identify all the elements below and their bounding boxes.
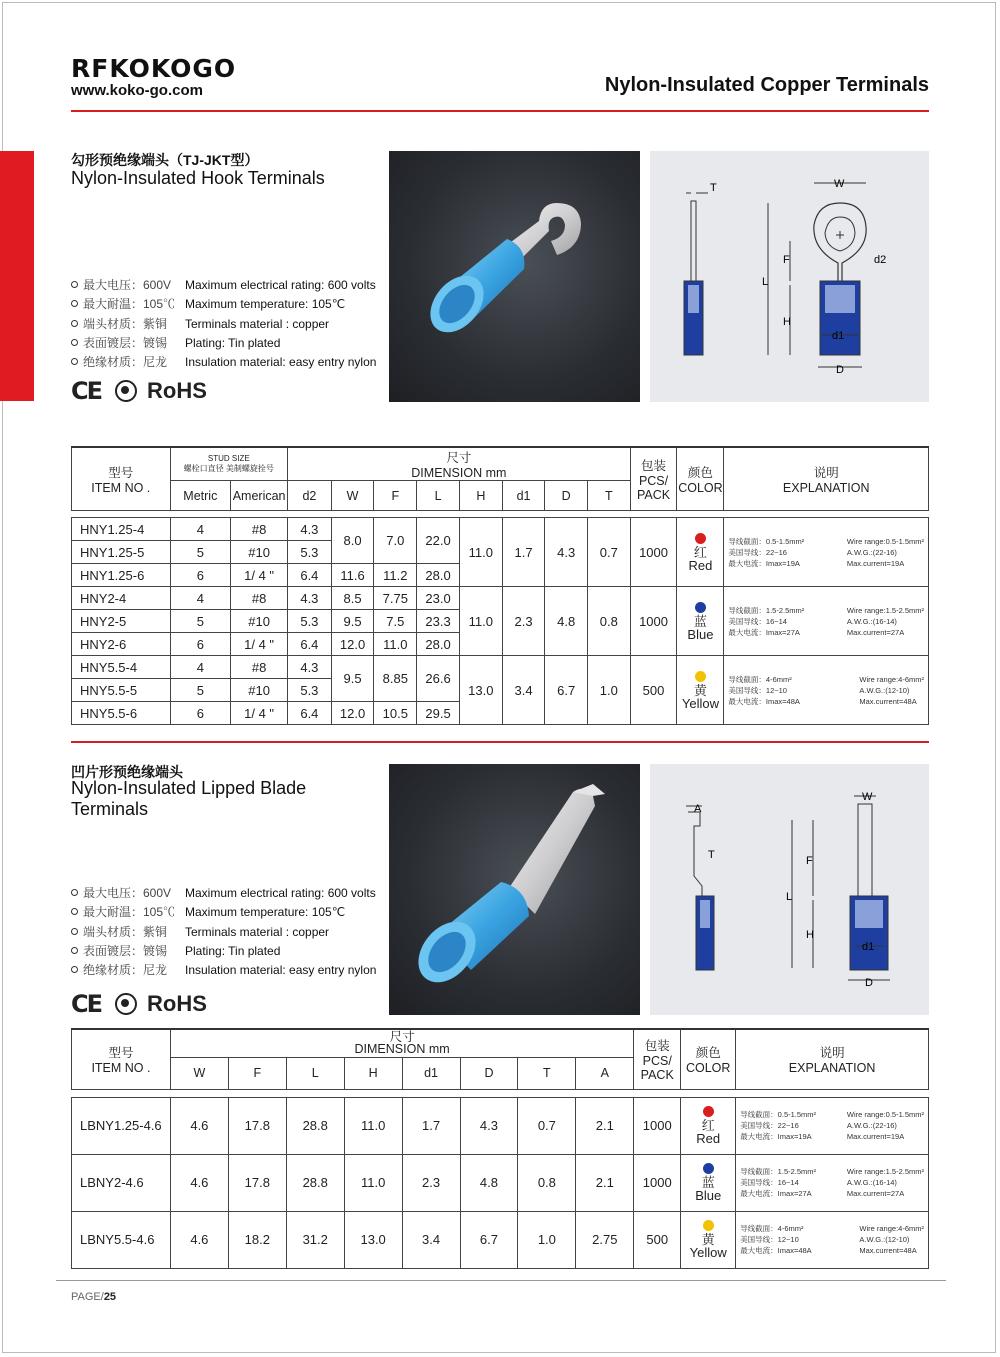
blade-terminal-photo bbox=[389, 764, 640, 1015]
header-t: T bbox=[518, 1057, 576, 1089]
table-cell: 28.8 bbox=[286, 1097, 344, 1154]
color-dot bbox=[703, 1163, 714, 1174]
color-cell: 红 Red bbox=[681, 1097, 736, 1154]
explanation-cell: 导线截面：4-6mm² 美国导线：12~10 最大电流：Imax=48A Wire range:4-6mm² A.W.G.:(12-10) Max.current=48A bbox=[724, 656, 929, 725]
header-pack: 包装 PCS/ PACK bbox=[630, 447, 677, 511]
spec-item bbox=[71, 315, 376, 334]
table-cell: 11.0 bbox=[459, 587, 502, 656]
header-d: D bbox=[545, 481, 588, 511]
table-cell: 4.3 bbox=[288, 587, 332, 610]
spec-cn: 表面镀层：镀锡 bbox=[71, 334, 185, 353]
table-cell: 0.7 bbox=[518, 1097, 576, 1154]
table-cell: 4.3 bbox=[288, 656, 332, 679]
dim-label-d: D bbox=[865, 977, 873, 989]
table-cell: 5.3 bbox=[288, 541, 332, 564]
spec-en: Maximum electrical rating: 600 volts bbox=[185, 278, 376, 292]
table-cell: 10.5 bbox=[374, 702, 417, 725]
spec-item bbox=[71, 961, 376, 980]
table-cell: 17.8 bbox=[228, 1097, 286, 1154]
table-cell: #10 bbox=[231, 679, 288, 702]
table-cell: #10 bbox=[231, 541, 288, 564]
header-w: W bbox=[331, 481, 374, 511]
dim-label-d1: d1 bbox=[862, 941, 875, 953]
header-metric: Metric bbox=[170, 481, 231, 511]
table-cell: 5 bbox=[170, 610, 231, 633]
dim-label-w: W bbox=[862, 791, 873, 803]
table-cell: 6.4 bbox=[288, 564, 332, 587]
table-cell: 9.5 bbox=[331, 610, 374, 633]
header-f: F bbox=[228, 1057, 286, 1089]
spec-item bbox=[71, 923, 376, 942]
spec-item bbox=[71, 942, 376, 961]
table-cell: 0.8 bbox=[587, 587, 630, 656]
explanation-cell: 导线截面：0.5-1.5mm² 美国导线：22~16 最大电流：Imax=19A Wire range:0.5-1.5mm² A.W.G.:(22-16) Max.current=19A bbox=[736, 1097, 929, 1154]
page-number: PAGE/25 bbox=[71, 1291, 117, 1303]
color-cell: 黄 Yellow bbox=[681, 1211, 736, 1268]
table-cell: 6 bbox=[170, 633, 231, 656]
section-marker bbox=[0, 151, 34, 401]
dim-label-f: F bbox=[783, 254, 790, 266]
blade-certifications bbox=[71, 990, 207, 1018]
header-w: W bbox=[170, 1057, 228, 1089]
blade-title-en-2: Terminals bbox=[71, 799, 149, 819]
table-cell: 28.0 bbox=[417, 633, 460, 656]
table-row bbox=[72, 1211, 929, 1268]
explanation-cell: 导线截面：0.5-1.5mm² 美国导线：22~16 最大电流：Imax=19A Wire range:0.5-1.5mm² A.W.G.:(22-16) Max.current=19A bbox=[724, 518, 929, 587]
explanation-cell: 导线截面：1.5-2.5mm² 美国导线：16~14 最大电流：Imax=27A Wire range:1.5-2.5mm² A.W.G.:(16-14) Max.current=27A bbox=[736, 1154, 929, 1211]
table-cell-item: HNY2-5 bbox=[72, 610, 171, 633]
brand-url: www.koko-go.com bbox=[71, 82, 203, 99]
table-cell: 6.4 bbox=[288, 702, 332, 725]
table-cell: 7.0 bbox=[374, 518, 417, 564]
table-cell: 11.0 bbox=[374, 633, 417, 656]
table-cell: 26.6 bbox=[417, 656, 460, 702]
color-dot bbox=[703, 1220, 714, 1231]
table-cell-item: LBNY2-4.6 bbox=[72, 1154, 171, 1211]
table-cell: #10 bbox=[231, 610, 288, 633]
table-cell: 11.0 bbox=[344, 1154, 402, 1211]
spec-en: Plating: Tin plated bbox=[185, 943, 281, 958]
quality-seal-icon bbox=[115, 380, 137, 402]
table-cell: 1.0 bbox=[518, 1211, 576, 1268]
dim-label-d2: d2 bbox=[874, 254, 887, 266]
hook-certifications bbox=[71, 377, 207, 405]
color-dot bbox=[703, 1106, 714, 1117]
table-cell-item: LBNY5.5-4.6 bbox=[72, 1211, 171, 1268]
spec-cn: 绝缘材质：尼龙 bbox=[71, 353, 185, 372]
header-d1: d1 bbox=[502, 481, 545, 511]
spec-item bbox=[71, 276, 376, 295]
dim-label-f: F bbox=[806, 855, 813, 867]
quality-seal-icon bbox=[115, 993, 137, 1015]
table-cell: 1/ 4 " bbox=[231, 702, 288, 725]
table-cell: 7.5 bbox=[374, 610, 417, 633]
table-cell: 8.0 bbox=[331, 518, 374, 564]
hook-title-en: Nylon-Insulated Hook Terminals bbox=[71, 168, 325, 188]
color-dot bbox=[695, 671, 706, 682]
table-cell: 6.7 bbox=[545, 656, 588, 725]
hook-spec-table bbox=[71, 446, 929, 725]
spec-en: Maximum temperature: 105℃ bbox=[185, 297, 346, 312]
table-cell: 1000 bbox=[630, 518, 677, 587]
dim-label-t: T bbox=[710, 182, 717, 194]
table-cell: 4.8 bbox=[545, 587, 588, 656]
spec-cn: 表面镀层：镀锡 bbox=[71, 942, 185, 961]
table-cell: 31.2 bbox=[286, 1211, 344, 1268]
spec-item bbox=[71, 903, 376, 922]
header-dimension: 尺寸 DIMENSION mm bbox=[170, 1029, 633, 1057]
table-cell: #8 bbox=[231, 587, 288, 610]
spec-en: Insulation material: easy entry nylon bbox=[185, 963, 377, 978]
table-cell: 1.7 bbox=[502, 518, 545, 587]
table-cell: 29.5 bbox=[417, 702, 460, 725]
table-cell: 4 bbox=[170, 656, 231, 679]
spec-cn: 端头材质：紫铜 bbox=[71, 923, 185, 942]
header-d: D bbox=[460, 1057, 518, 1089]
table-cell: 4.6 bbox=[170, 1154, 228, 1211]
header-item-no: 型号 ITEM NO . bbox=[72, 1029, 171, 1089]
footer-divider bbox=[56, 1280, 946, 1281]
blade-spec-list bbox=[71, 884, 376, 980]
table-cell: 28.8 bbox=[286, 1154, 344, 1211]
table-cell: 11.0 bbox=[344, 1097, 402, 1154]
header-dimension: 尺寸 DIMENSION mm bbox=[288, 447, 631, 481]
header-a: A bbox=[576, 1057, 634, 1089]
table-cell: #8 bbox=[231, 656, 288, 679]
table-cell: 1.0 bbox=[587, 656, 630, 725]
table-cell: 1/ 4 " bbox=[231, 564, 288, 587]
table-cell: 8.85 bbox=[374, 656, 417, 702]
explanation-cell: 导线截面：1.5-2.5mm² 美国导线：16~14 最大电流：Imax=27A Wire range:1.5-2.5mm² A.W.G.:(16-14) Max.current=27A bbox=[724, 587, 929, 656]
table-cell: 1000 bbox=[634, 1097, 681, 1154]
spec-cn: 最大电压：600V bbox=[71, 276, 185, 295]
table-cell-item: HNY1.25-4 bbox=[72, 518, 171, 541]
table-cell-item: HNY2-4 bbox=[72, 587, 171, 610]
table-cell: 2.3 bbox=[402, 1154, 460, 1211]
table-cell: 11.6 bbox=[331, 564, 374, 587]
table-cell: 4 bbox=[170, 587, 231, 610]
ce-mark: CE bbox=[71, 990, 102, 1018]
table-cell: 3.4 bbox=[402, 1211, 460, 1268]
spec-en: Insulation material: easy entry nylon bbox=[185, 355, 377, 370]
table-cell: 13.0 bbox=[459, 656, 502, 725]
header-explanation: 说明 EXPLANATION bbox=[736, 1029, 929, 1089]
table-cell: 2.1 bbox=[576, 1097, 634, 1154]
table-cell-item: HNY1.25-6 bbox=[72, 564, 171, 587]
blade-spec-table bbox=[71, 1028, 929, 1269]
table-cell: 2.75 bbox=[576, 1211, 634, 1268]
dim-label-w: W bbox=[834, 178, 845, 190]
table-cell: 11.2 bbox=[374, 564, 417, 587]
header-item-no: 型号 ITEM NO . bbox=[72, 447, 171, 511]
table-cell-item: HNY5.5-4 bbox=[72, 656, 171, 679]
table-cell: 1000 bbox=[634, 1154, 681, 1211]
spec-en: Plating: Tin plated bbox=[185, 335, 281, 350]
table-cell: 1/ 4 " bbox=[231, 633, 288, 656]
table-cell: 6.4 bbox=[288, 633, 332, 656]
table-cell: 4.3 bbox=[460, 1097, 518, 1154]
dim-label-l: L bbox=[786, 891, 793, 903]
hook-title-cn: 勾形预绝缘端头（TJ-JKT型） bbox=[71, 152, 259, 168]
header-explanation: 说明 EXPLANATION bbox=[724, 447, 929, 511]
table-cell: 18.2 bbox=[228, 1211, 286, 1268]
spec-cn: 最大耐温：105℃ bbox=[71, 903, 185, 922]
table-cell: 4.8 bbox=[460, 1154, 518, 1211]
table-cell: 5 bbox=[170, 679, 231, 702]
table-cell-item: HNY5.5-5 bbox=[72, 679, 171, 702]
header-l: L bbox=[286, 1057, 344, 1089]
table-cell: 5.3 bbox=[288, 610, 332, 633]
section-divider bbox=[71, 741, 929, 743]
table-cell: 7.75 bbox=[374, 587, 417, 610]
table-cell-item: HNY5.5-6 bbox=[72, 702, 171, 725]
dim-label-l: L bbox=[762, 276, 769, 288]
table-row bbox=[72, 1154, 929, 1211]
table-cell: 6 bbox=[170, 564, 231, 587]
table-cell: 500 bbox=[630, 656, 677, 725]
table-cell-item: HNY2-6 bbox=[72, 633, 171, 656]
blade-title-en-1: Nylon-Insulated Lipped Blade bbox=[71, 778, 307, 798]
explanation-cell: 导线截面：4-6mm² 美国导线：12~10 最大电流：Imax=48A Wire range:4-6mm² A.W.G.:(12-10) Max.current=48A bbox=[736, 1211, 929, 1268]
table-row bbox=[72, 1097, 929, 1154]
color-cell: 蓝 Blue bbox=[681, 1154, 736, 1211]
dim-label-a: A bbox=[694, 803, 702, 815]
header-color: 颜色 COLOR bbox=[681, 1029, 736, 1089]
header-pack: 包装 PCS/ PACK bbox=[634, 1029, 681, 1089]
table-cell-item: HNY1.25-5 bbox=[72, 541, 171, 564]
table-cell: 4.3 bbox=[288, 518, 332, 541]
spec-cn: 绝缘材质：尼龙 bbox=[71, 961, 185, 980]
table-cell: 1.7 bbox=[402, 1097, 460, 1154]
header-d1: d1 bbox=[402, 1057, 460, 1089]
header-h: H bbox=[344, 1057, 402, 1089]
table-cell: 3.4 bbox=[502, 656, 545, 725]
color-cell: 蓝 Blue bbox=[677, 587, 724, 656]
dim-label-h: H bbox=[783, 316, 791, 328]
table-cell: 6 bbox=[170, 702, 231, 725]
header-f: F bbox=[374, 481, 417, 511]
hook-dimension-drawing bbox=[650, 151, 929, 402]
table-cell-item: LBNY1.25-4.6 bbox=[72, 1097, 171, 1154]
table-cell: 12.0 bbox=[331, 702, 374, 725]
spec-item bbox=[71, 334, 376, 353]
rohs-mark: RoHS bbox=[147, 378, 207, 403]
blade-title-cn: 凹片形预绝缘端头 bbox=[71, 764, 183, 780]
dim-label-t: T bbox=[708, 849, 715, 861]
table-cell: #8 bbox=[231, 518, 288, 541]
ce-mark: CE bbox=[71, 377, 102, 405]
header-t: T bbox=[587, 481, 630, 511]
spec-cn: 最大电压：600V bbox=[71, 884, 185, 903]
color-dot bbox=[695, 602, 706, 613]
brand-logo: RFKOKOGO bbox=[71, 54, 237, 83]
table-cell: 2.1 bbox=[576, 1154, 634, 1211]
header-color: 颜色 COLOR bbox=[677, 447, 724, 511]
table-cell: 23.3 bbox=[417, 610, 460, 633]
table-cell: 11.0 bbox=[459, 518, 502, 587]
rohs-mark: RoHS bbox=[147, 991, 207, 1016]
table-cell: 2.3 bbox=[502, 587, 545, 656]
spec-en: Terminals material : copper bbox=[185, 316, 330, 331]
table-cell: 0.7 bbox=[587, 518, 630, 587]
spec-en: Maximum electrical rating: 600 volts bbox=[185, 886, 376, 900]
color-cell: 黄 Yellow bbox=[677, 656, 724, 725]
dim-label-d1: d1 bbox=[832, 330, 845, 342]
table-cell: 13.0 bbox=[344, 1211, 402, 1268]
table-cell: 17.8 bbox=[228, 1154, 286, 1211]
hook-spec-list bbox=[71, 276, 376, 372]
table-cell: 6.7 bbox=[460, 1211, 518, 1268]
table-cell: 4.6 bbox=[170, 1211, 228, 1268]
header-d2: d2 bbox=[288, 481, 332, 511]
spec-cn: 最大耐温：105℃ bbox=[71, 295, 185, 314]
table-cell: 5.3 bbox=[288, 679, 332, 702]
hook-terminal-photo bbox=[389, 151, 640, 402]
table-cell: 5 bbox=[170, 541, 231, 564]
header-stud-size: STUD SIZE 螺栓口直径 美制螺旋拴号 bbox=[170, 447, 288, 481]
table-cell: 4.6 bbox=[170, 1097, 228, 1154]
table-cell: 8.5 bbox=[331, 587, 374, 610]
table-cell: 500 bbox=[634, 1211, 681, 1268]
header-american: American bbox=[231, 481, 288, 511]
table-cell: 1000 bbox=[630, 587, 677, 656]
spec-en: Maximum temperature: 105℃ bbox=[185, 905, 346, 920]
table-cell: 23.0 bbox=[417, 587, 460, 610]
color-dot bbox=[695, 533, 706, 544]
dim-label-d: D bbox=[836, 364, 844, 376]
table-cell: 22.0 bbox=[417, 518, 460, 564]
header-l: L bbox=[417, 481, 460, 511]
dim-label-h: H bbox=[806, 929, 814, 941]
page-title: Nylon-Insulated Copper Terminals bbox=[604, 74, 929, 96]
spec-item bbox=[71, 884, 376, 903]
table-cell: 28.0 bbox=[417, 564, 460, 587]
table-cell: 4.3 bbox=[545, 518, 588, 587]
color-cell: 红 Red bbox=[677, 518, 724, 587]
spec-item bbox=[71, 353, 376, 372]
spec-en: Terminals material : copper bbox=[185, 924, 330, 939]
table-cell: 4 bbox=[170, 518, 231, 541]
table-cell: 0.8 bbox=[518, 1154, 576, 1211]
header-h: H bbox=[459, 481, 502, 511]
header-divider bbox=[71, 110, 929, 112]
table-cell: 9.5 bbox=[331, 656, 374, 702]
spec-item bbox=[71, 295, 376, 314]
table-cell: 12.0 bbox=[331, 633, 374, 656]
blade-dimension-drawing bbox=[650, 764, 929, 1015]
spec-cn: 端头材质：紫铜 bbox=[71, 315, 185, 334]
